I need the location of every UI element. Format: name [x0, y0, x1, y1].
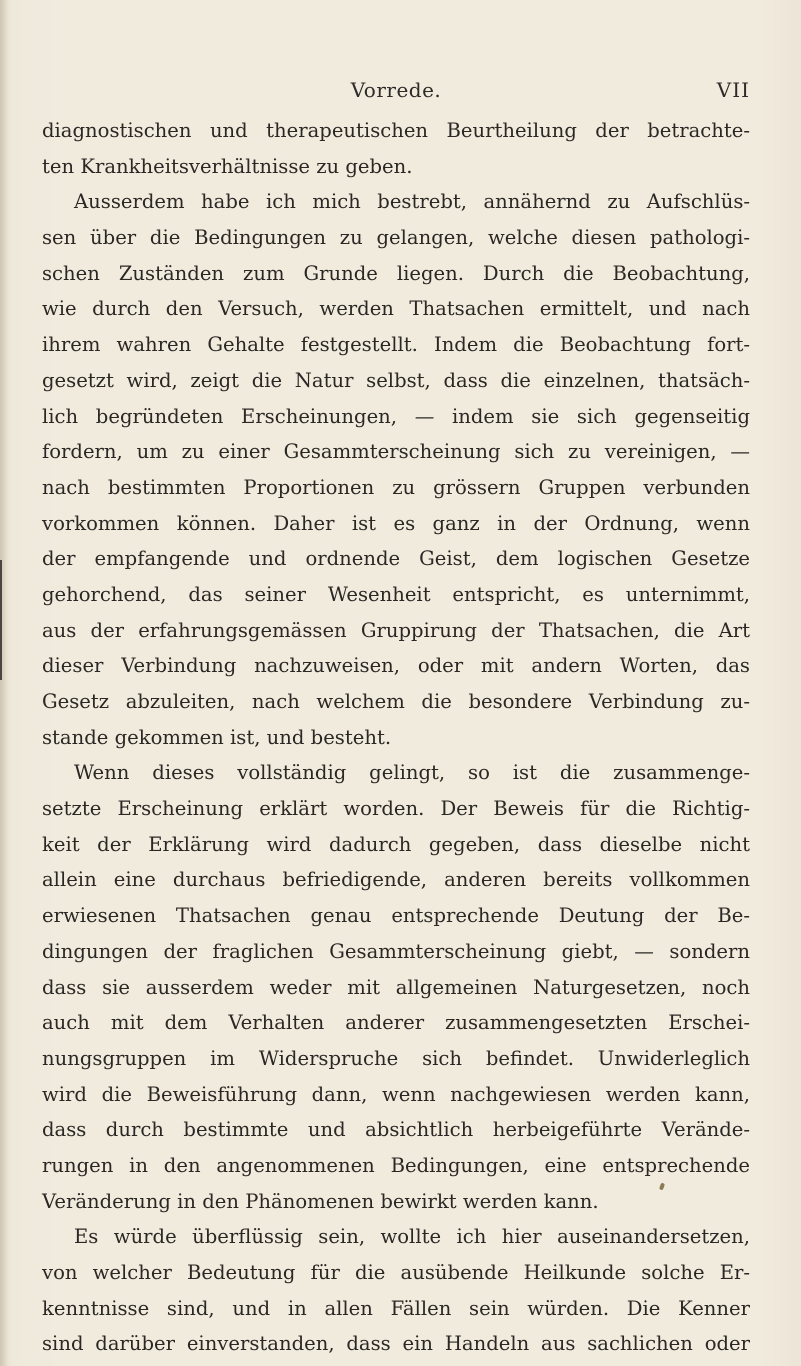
text-line: vorkommen können. Daher ist es ganz in der Ordnung, wenn: [42, 511, 750, 535]
text-line: lich begründeten Erscheinungen, — indem sie sich gegenseitig: [42, 404, 750, 428]
text-line: Wenn dieses vollständig gelingt, so ist die zusammenge-: [74, 761, 750, 785]
text-line: diagnostischen und therapeutischen Beurtheilung der betrachte-: [42, 119, 750, 142]
text-line: fordern, um zu einer Gesammterscheinung sich zu vereinigen, —: [42, 440, 750, 464]
text-line: Es würde überflüssig sein, wollte ich hier auseinandersetzen,: [74, 1225, 750, 1249]
running-title: Vorrede.: [350, 78, 442, 102]
text-line: ten Krankheitsverhältnisse zu geben.: [42, 154, 413, 178]
text-line: schen Zuständen zum Grunde liegen. Durch die Beobachtung,: [42, 261, 750, 285]
body-text: [42, 113, 750, 1362]
running-head: [42, 78, 750, 104]
text-line: dass sie ausserdem weder mit allgemeinen Naturgesetzen, noch: [42, 975, 750, 999]
text-line: kenntnisse sind, und in allen Fällen sein würden. Die Kenner: [42, 1296, 750, 1320]
spine-shadow: [0, 0, 8, 1366]
page-number: VII: [716, 78, 750, 102]
text-line: dingungen der fraglichen Gesammterscheinung giebt, — sondern: [42, 939, 750, 963]
text-line: rungen in den angenommenen Bedingungen, eine entsprechende: [42, 1153, 750, 1177]
text-line: gesetzt wird, zeigt die Natur selbst, dass die einzelnen, thatsäch-: [42, 368, 750, 392]
text-line: keit der Erklärung wird dadurch gegeben, dass dieselbe nicht: [42, 832, 750, 856]
text-line: Veränderung in den Phänomenen bewirkt werden kann.: [42, 1189, 599, 1213]
text-line: nungsgruppen im Widerspruche sich befindet. Unwiderleglich: [42, 1046, 750, 1070]
text-line: auch mit dem Verhalten anderer zusammengesetzten Erschei-: [42, 1011, 750, 1035]
text-line: sen über die Bedingungen zu gelangen, welche diesen pathologi-: [42, 226, 750, 250]
text-line: dass durch bestimmte und absichtlich herbeigeführte Verände-: [42, 1118, 750, 1142]
text-line: Gesetz abzuleiten, nach welchem die besondere Verbindung zu-: [42, 690, 750, 713]
text-line: nach bestimmten Proportionen zu grössern Gruppen verbunden: [42, 475, 750, 499]
text-line: von welcher Bedeutung für die ausübende Heilkunde solche Er-: [42, 1261, 750, 1284]
text-line: erwiesenen Thatsachen genau entsprechende Deutung der Be-: [42, 904, 750, 928]
text-line: gehorchend, das seiner Wesenheit entspricht, es unternimmt,: [42, 582, 750, 606]
text-line: sind darüber einverstanden, dass ein Handeln aus sachlichen oder: [42, 1332, 750, 1356]
text-line: allein eine durchaus befriedigende, anderen bereits vollkommen: [42, 868, 750, 892]
text-line: dieser Verbindung nachzuweisen, oder mit andern Worten, das: [42, 654, 750, 678]
text-line: ihrem wahren Gehalte festgestellt. Indem die Beobachtung fort-: [42, 333, 750, 357]
text-line: der empfangende und ordnende Geist, dem logischen Gesetze: [42, 547, 750, 571]
text-line: setzte Erscheinung erklärt worden. Der Beweis für die Richtig-: [42, 797, 750, 821]
text-line: wie durch den Versuch, werden Thatsachen ermittelt, und nach: [42, 297, 750, 321]
text-line: aus der erfahrungsgemässen Gruppirung der Thatsachen, die Art: [42, 618, 750, 642]
margin-mark: [0, 560, 2, 680]
text-line: Ausserdem habe ich mich bestrebt, annähernd zu Aufschlüs-: [74, 190, 750, 214]
text-line: wird die Beweisführung dann, wenn nachgewiesen werden kann,: [42, 1082, 750, 1106]
text-line: stande gekommen ist, und besteht.: [42, 725, 392, 749]
